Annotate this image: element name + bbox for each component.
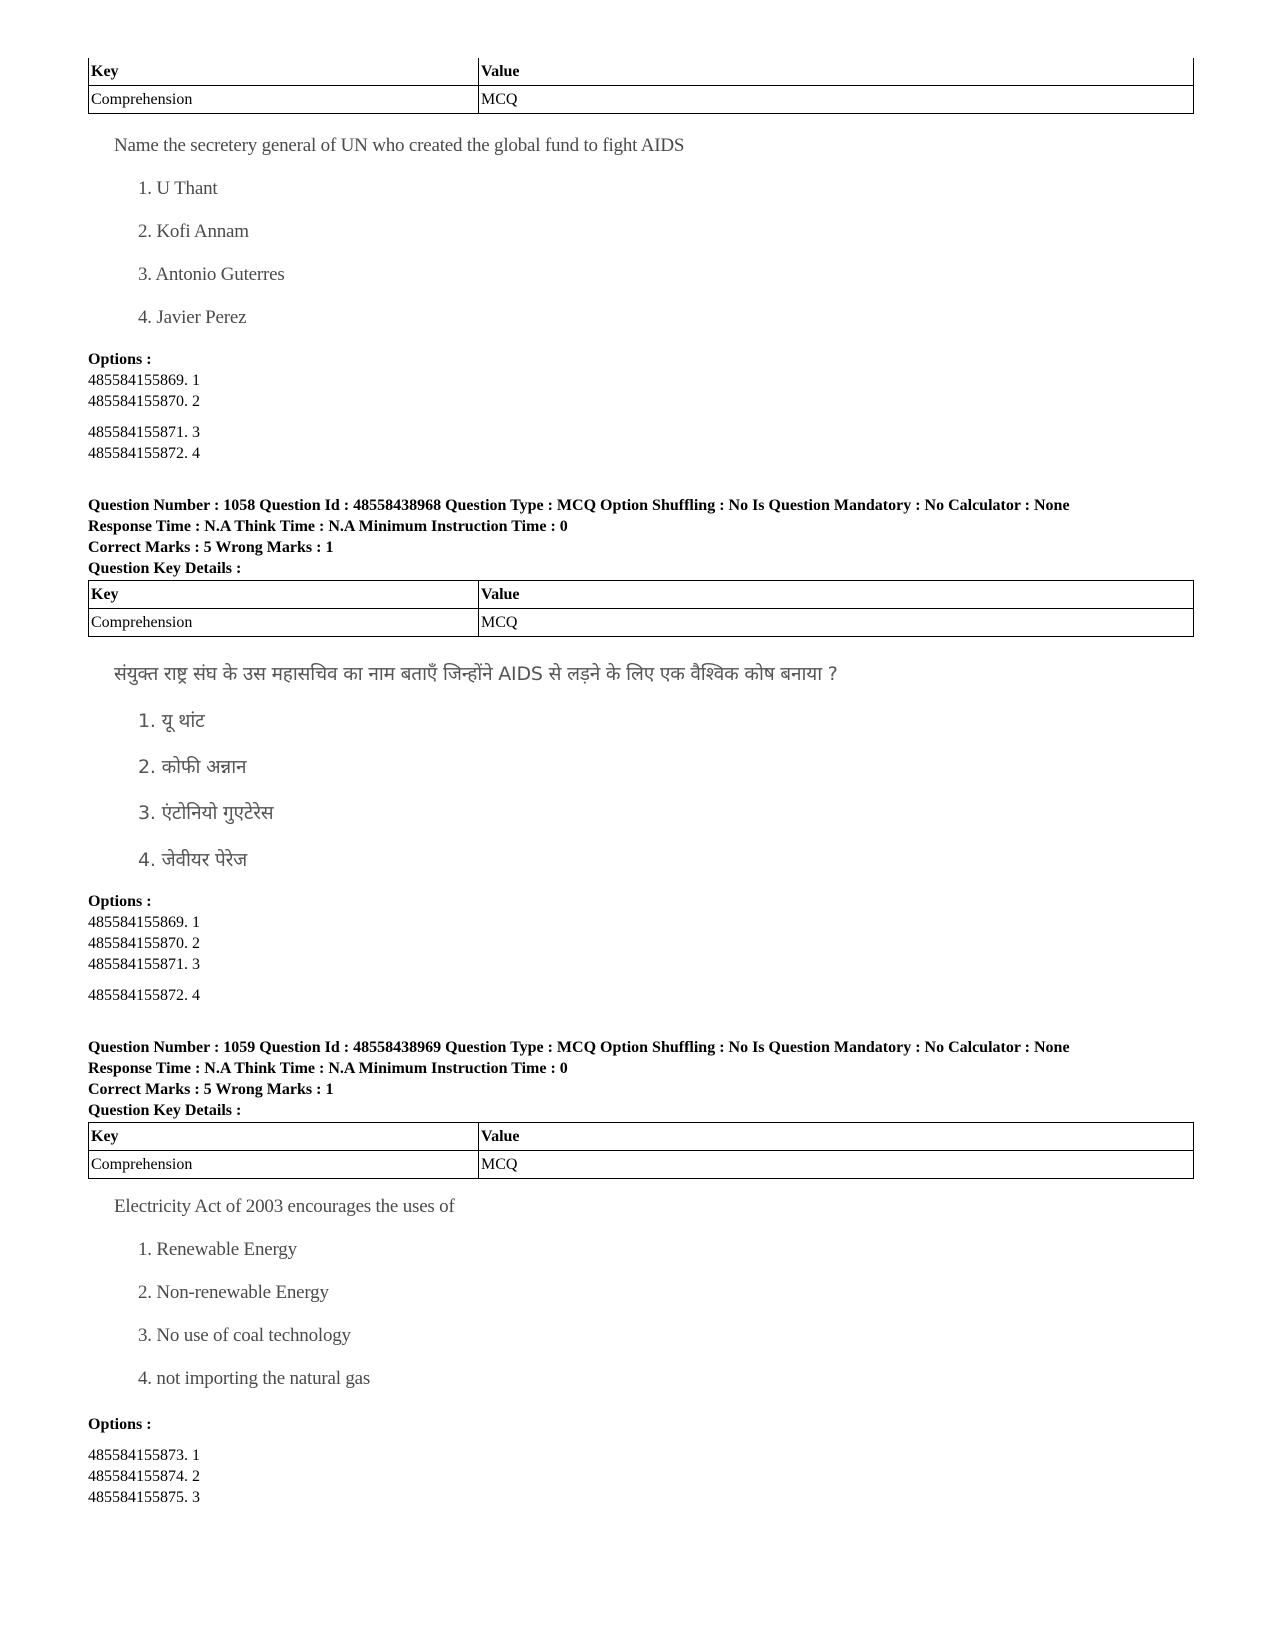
value-header: Value xyxy=(479,58,1194,86)
choice-2: 2. कोफी अन्नान xyxy=(138,756,247,778)
choice-2: 2. Kofi Annam xyxy=(138,221,249,242)
option-item: 485584155870. 2 xyxy=(88,393,200,410)
choice-3: 3. Antonio Guterres xyxy=(138,264,285,285)
table-header-row xyxy=(89,58,1194,86)
option-item: 485584155875. 3 xyxy=(88,1489,200,1506)
choice-4: 4. जेवीयर पेरेज xyxy=(138,849,248,871)
key-cell: Comprehension xyxy=(89,86,479,114)
table-header-row xyxy=(89,581,1194,609)
question-key-table xyxy=(88,580,1194,637)
choice-1: 1. Renewable Energy xyxy=(138,1239,297,1260)
question-meta-line: Response Time : N.A Think Time : N.A Minimum Instruction Time : 0 xyxy=(88,518,568,535)
options-label: Options : xyxy=(88,893,152,910)
value-header: Value xyxy=(479,581,1194,609)
key-details-label: Question Key Details : xyxy=(88,1102,242,1119)
option-item: 485584155871. 3 xyxy=(88,956,200,973)
choice-3: 3. No use of coal technology xyxy=(138,1325,351,1346)
value-cell: MCQ xyxy=(479,609,1194,637)
table-header-row xyxy=(89,1123,1194,1151)
option-item: 485584155874. 2 xyxy=(88,1468,200,1485)
question-text: संयुक्त राष्ट्र संघ के उस महासचिव का नाम बताएँ जिन्होंने AIDS से लड़ने के लिए एक वैश्विक कोष बनाया ? xyxy=(114,663,838,685)
choice-4: 4. not importing the natural gas xyxy=(138,1368,371,1389)
table-row xyxy=(89,609,1194,637)
value-header: Value xyxy=(479,1123,1194,1151)
choice-3: 3. एंटोनियो गुएटेरेस xyxy=(138,802,274,824)
choice-4: 4. Javier Perez xyxy=(138,307,247,328)
option-item: 485584155872. 4 xyxy=(88,445,200,462)
question-text: Electricity Act of 2003 encourages the uses of xyxy=(114,1196,455,1217)
choice-1: 1. यू थांट xyxy=(138,710,205,732)
question-meta-line: Response Time : N.A Think Time : N.A Minimum Instruction Time : 0 xyxy=(88,1060,568,1077)
key-header: Key xyxy=(89,1123,479,1151)
question-text: Name the secretery general of UN who created the global fund to fight AIDS xyxy=(114,135,685,156)
choice-1: 1. U Thant xyxy=(138,178,218,199)
option-item: 485584155871. 3 xyxy=(88,424,200,441)
key-header: Key xyxy=(89,58,479,86)
option-item: 485584155869. 1 xyxy=(88,914,200,931)
key-cell: Comprehension xyxy=(89,1151,479,1179)
question-key-table xyxy=(88,58,1194,114)
key-cell: Comprehension xyxy=(89,609,479,637)
table-row xyxy=(89,86,1194,114)
question-marks-line: Correct Marks : 5 Wrong Marks : 1 xyxy=(88,1081,334,1098)
option-item: 485584155870. 2 xyxy=(88,935,200,952)
value-cell: MCQ xyxy=(479,86,1194,114)
table-row xyxy=(89,1151,1194,1179)
question-meta-line: Question Number : 1059 Question Id : 48558438969 Question Type : MCQ Option Shuffling : No Is Question Mandatory : No Calculator : None xyxy=(88,1039,1070,1056)
key-details-label: Question Key Details : xyxy=(88,560,242,577)
value-cell: MCQ xyxy=(479,1151,1194,1179)
options-label: Options : xyxy=(88,351,152,368)
question-key-table xyxy=(88,1122,1194,1179)
option-item: 485584155873. 1 xyxy=(88,1447,200,1464)
choice-2: 2. Non-renewable Energy xyxy=(138,1282,329,1303)
option-item: 485584155872. 4 xyxy=(88,987,200,1004)
question-meta-line: Question Number : 1058 Question Id : 48558438968 Question Type : MCQ Option Shuffling : No Is Question Mandatory : No Calculator : None xyxy=(88,497,1070,514)
question-marks-line: Correct Marks : 5 Wrong Marks : 1 xyxy=(88,539,334,556)
option-item: 485584155869. 1 xyxy=(88,372,200,389)
key-header: Key xyxy=(89,581,479,609)
options-label: Options : xyxy=(88,1416,152,1433)
